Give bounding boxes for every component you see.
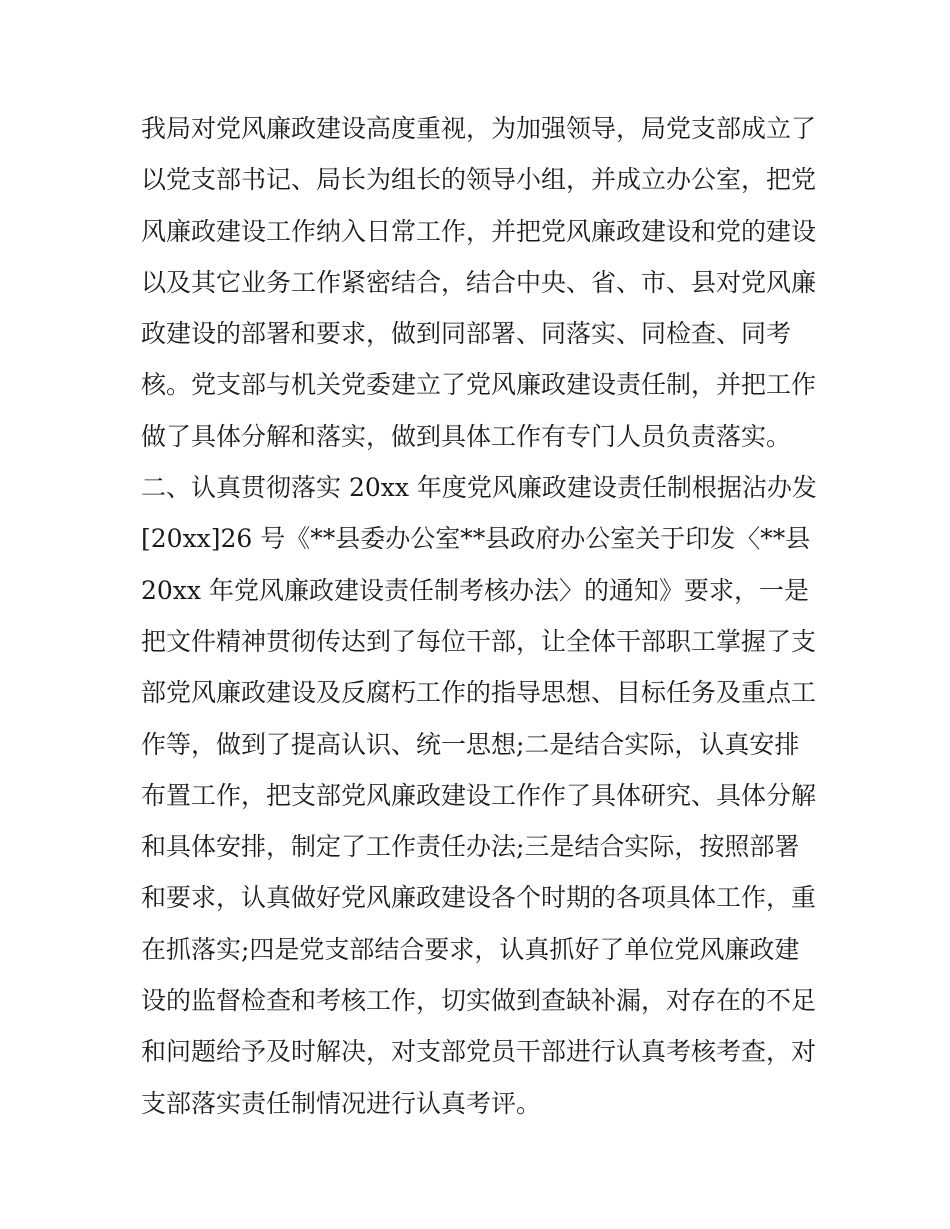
text-line: 以及其它业务工作紧密结合，结合中央、省、市、县对党风廉 xyxy=(141,267,817,297)
text-line: [20xx]26 号《**县委办公室**县政府办公室关于印发〈**县 xyxy=(141,524,811,554)
text-line: 20xx 年党风廉政建设责任制考核办法〉的通知》要求，一是 xyxy=(141,575,809,605)
text-line: 设的监督检查和考核工作，切实做到查缺补漏，对存在的不足 xyxy=(141,986,817,1016)
text-line: 作等，做到了提高认识、统一思想;二是结合实际，认真安排 xyxy=(141,729,800,759)
section-heading-line: 二、认真贯彻落实 20xx 年度党风廉政建设责任制根据沾办发 xyxy=(141,473,817,503)
text-line: 在抓落实;四是党支部结合要求，认真抓好了单位党风廉政建 xyxy=(141,934,800,964)
text-line: 支部落实责任制情况进行认真考评。 xyxy=(141,1088,542,1118)
body-text xyxy=(141,108,821,1134)
text-line: 部党风廉政建设及反腐朽工作的指导思想、目标任务及重点工 xyxy=(141,678,817,708)
text-line: 核。党支部与机关党委建立了党风廉政建设责任制，并把工作 xyxy=(141,370,817,400)
text-line: 把文件精神贯彻传达到了每位干部，让全体干部职工掌握了支 xyxy=(141,626,817,656)
text-line: 以党支部书记、局长为组长的领导小组，并成立办公室，把党 xyxy=(141,165,817,195)
text-line: 和问题给予及时解决，对支部党员干部进行认真考核考查，对 xyxy=(141,1037,817,1067)
text-line: 和具体安排，制定了工作责任办法;三是结合实际，按照部署 xyxy=(141,832,800,862)
text-line: 布置工作，把支部党风廉政建设工作作了具体研究、具体分解 xyxy=(141,780,817,810)
text-line: 政建设的部署和要求，做到同部署、同落实、同检查、同考 xyxy=(141,319,792,349)
text-line: 做了具体分解和落实，做到具体工作有专门人员负责落实。 xyxy=(141,421,792,451)
text-line: 风廉政建设工作纳入日常工作，并把党风廉政建设和党的建设 xyxy=(141,216,817,246)
text-line: 我局对党风廉政建设高度重视，为加强领导，局党支部成立了 xyxy=(141,114,817,143)
text-line: 和要求，认真做好党风廉政建设各个时期的各项具体工作，重 xyxy=(141,883,817,913)
